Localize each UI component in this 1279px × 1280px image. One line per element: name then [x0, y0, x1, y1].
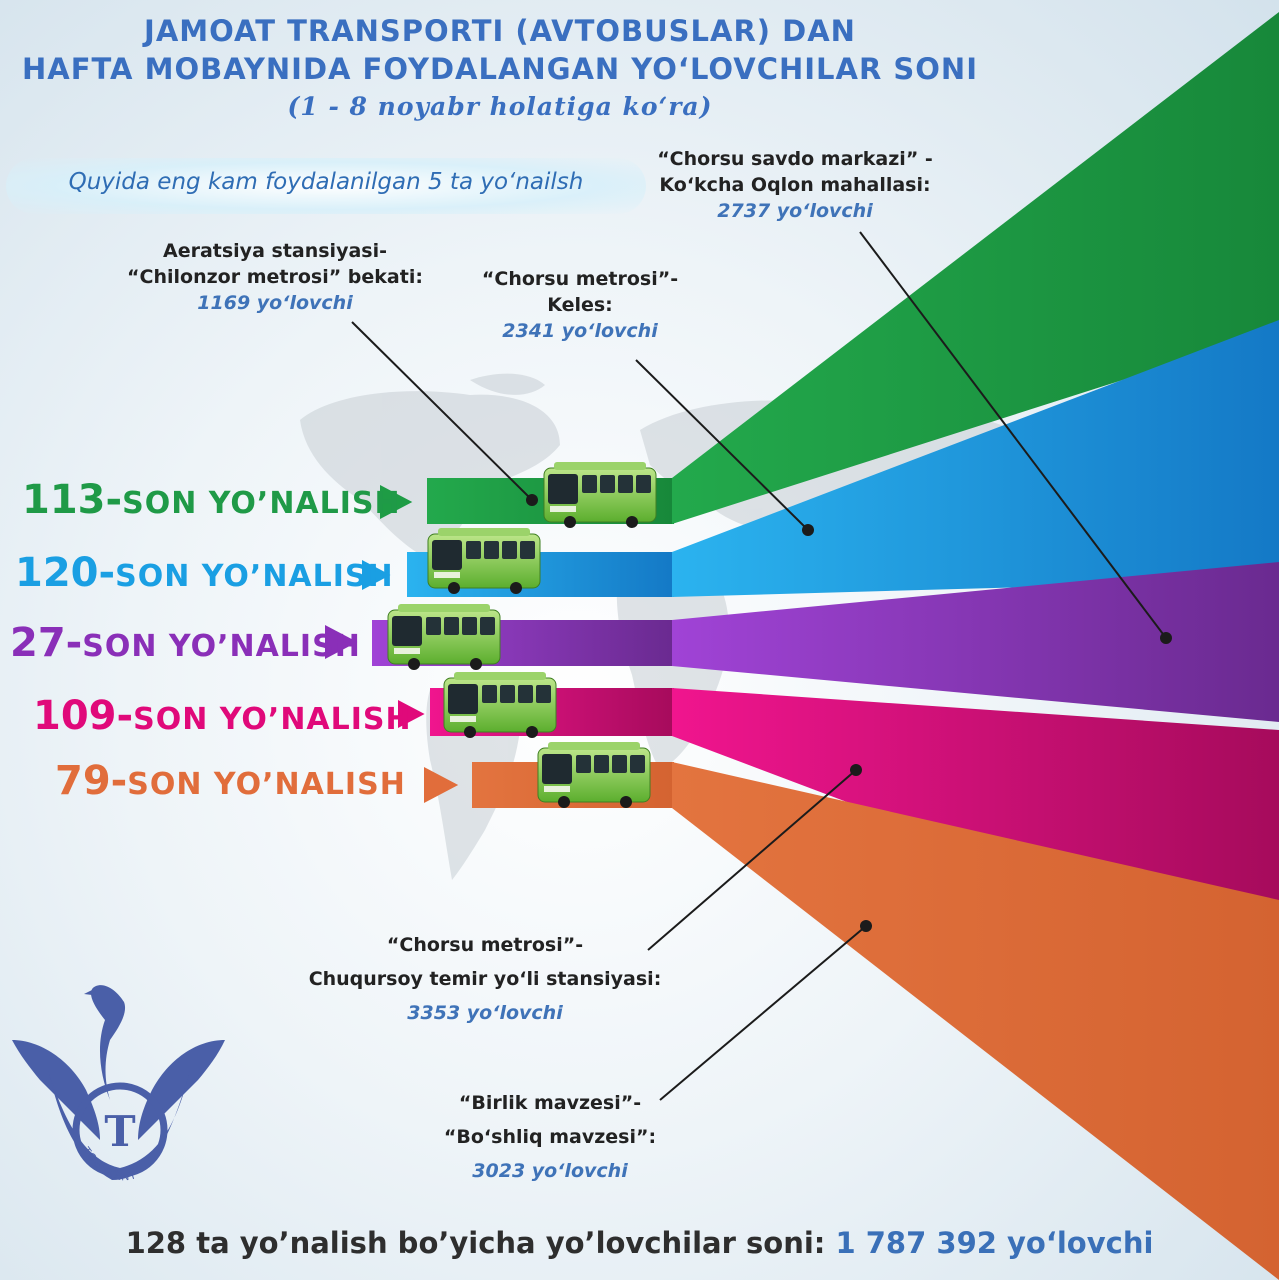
route-number: 79-	[55, 758, 128, 804]
leader-line	[660, 920, 872, 1100]
route-label-120	[15, 550, 394, 596]
leader-dot	[526, 494, 538, 506]
annotation-route-79	[400, 1086, 700, 1188]
logo-text: TOSHKENT	[79, 1144, 139, 1184]
passenger-count: 1169 yo‘lovchi	[197, 292, 353, 314]
route-label-109	[33, 693, 412, 739]
footer-total	[0, 1226, 1279, 1260]
route-number: 120-	[15, 550, 116, 596]
annotation-line: “Chorsu metrosi”-	[481, 268, 679, 290]
annotation-line: “Chorsu metrosi”-	[386, 934, 584, 956]
passenger-count: 3023 yo‘lovchi	[472, 1160, 628, 1182]
annotation-line: Aeratsiya stansiyasi-	[163, 240, 387, 262]
toshkent-logo	[12, 985, 225, 1183]
route-number: 113-	[22, 477, 123, 523]
annotation-line: “Chorsu savdo markazi” -	[657, 148, 933, 170]
annotation-route-113	[120, 238, 430, 316]
subtitle-banner: Quyida eng kam foydalanilgan 5 ta yo‘nailsh	[6, 158, 646, 214]
route-suffix: SON YO’NALISH	[115, 559, 394, 594]
route-label-27	[10, 620, 361, 666]
date-note: (1 - 8 noyabr holatiga ko‘ra)	[287, 92, 713, 121]
route-label-79	[55, 758, 406, 804]
footer-total-value: 1 787 392 yo‘lovchi	[835, 1226, 1154, 1260]
footer-text: 128 ta yo’nalish bo’yicha yo’lovchilar soni:	[125, 1226, 836, 1260]
annotation-line: “Bo‘shliq mavzesi”:	[443, 1126, 657, 1148]
leader-dot	[802, 524, 814, 536]
annotation-line: “Birlik mavzesi”-	[458, 1092, 642, 1114]
passenger-count: 2341 yo‘lovchi	[502, 320, 658, 342]
route-suffix: SON YO’NALISH	[122, 486, 401, 521]
logo-letter: T	[104, 1107, 136, 1156]
annotation-route-120	[430, 266, 730, 344]
annotation-line: Ko‘kcha Oqlon mahallasi:	[659, 174, 931, 196]
passenger-count: 3353 yo‘lovchi	[407, 1002, 563, 1024]
leader-dot	[860, 920, 872, 932]
annotation-line: Keles:	[547, 294, 613, 316]
annotation-route-109	[300, 928, 670, 1030]
leader-dot	[850, 764, 862, 776]
annotation-line: “Chilonzor metrosi” bekati:	[127, 266, 423, 288]
route-number: 109-	[33, 693, 134, 739]
bus-icon	[388, 604, 500, 670]
title-line-2: HAFTA MOBAYNIDA FOYDALANGAN YO‘LOVCHILAR SONI	[22, 52, 978, 86]
route-suffix: SON YO’NALISH	[127, 767, 406, 802]
title-line-1: JAMOAT TRANSPORTI (AVTOBUSLAR) DAN	[144, 14, 856, 48]
passenger-count: 2737 yo‘lovchi	[717, 200, 873, 222]
route-number: 27-	[10, 620, 83, 666]
route-suffix: SON YO’NALISH	[82, 629, 361, 664]
route-suffix: SON YO’NALISH	[133, 702, 412, 737]
bus-icon	[428, 528, 540, 594]
annotation-route-27	[640, 146, 950, 224]
bus-icon	[444, 672, 556, 738]
route-label-113	[22, 477, 401, 523]
leader-dot	[1160, 632, 1172, 644]
annotation-line: Chuqursoy temir yo‘li stansiyasi:	[308, 968, 662, 990]
bus-icon	[538, 742, 650, 808]
bus-icon	[544, 462, 656, 528]
